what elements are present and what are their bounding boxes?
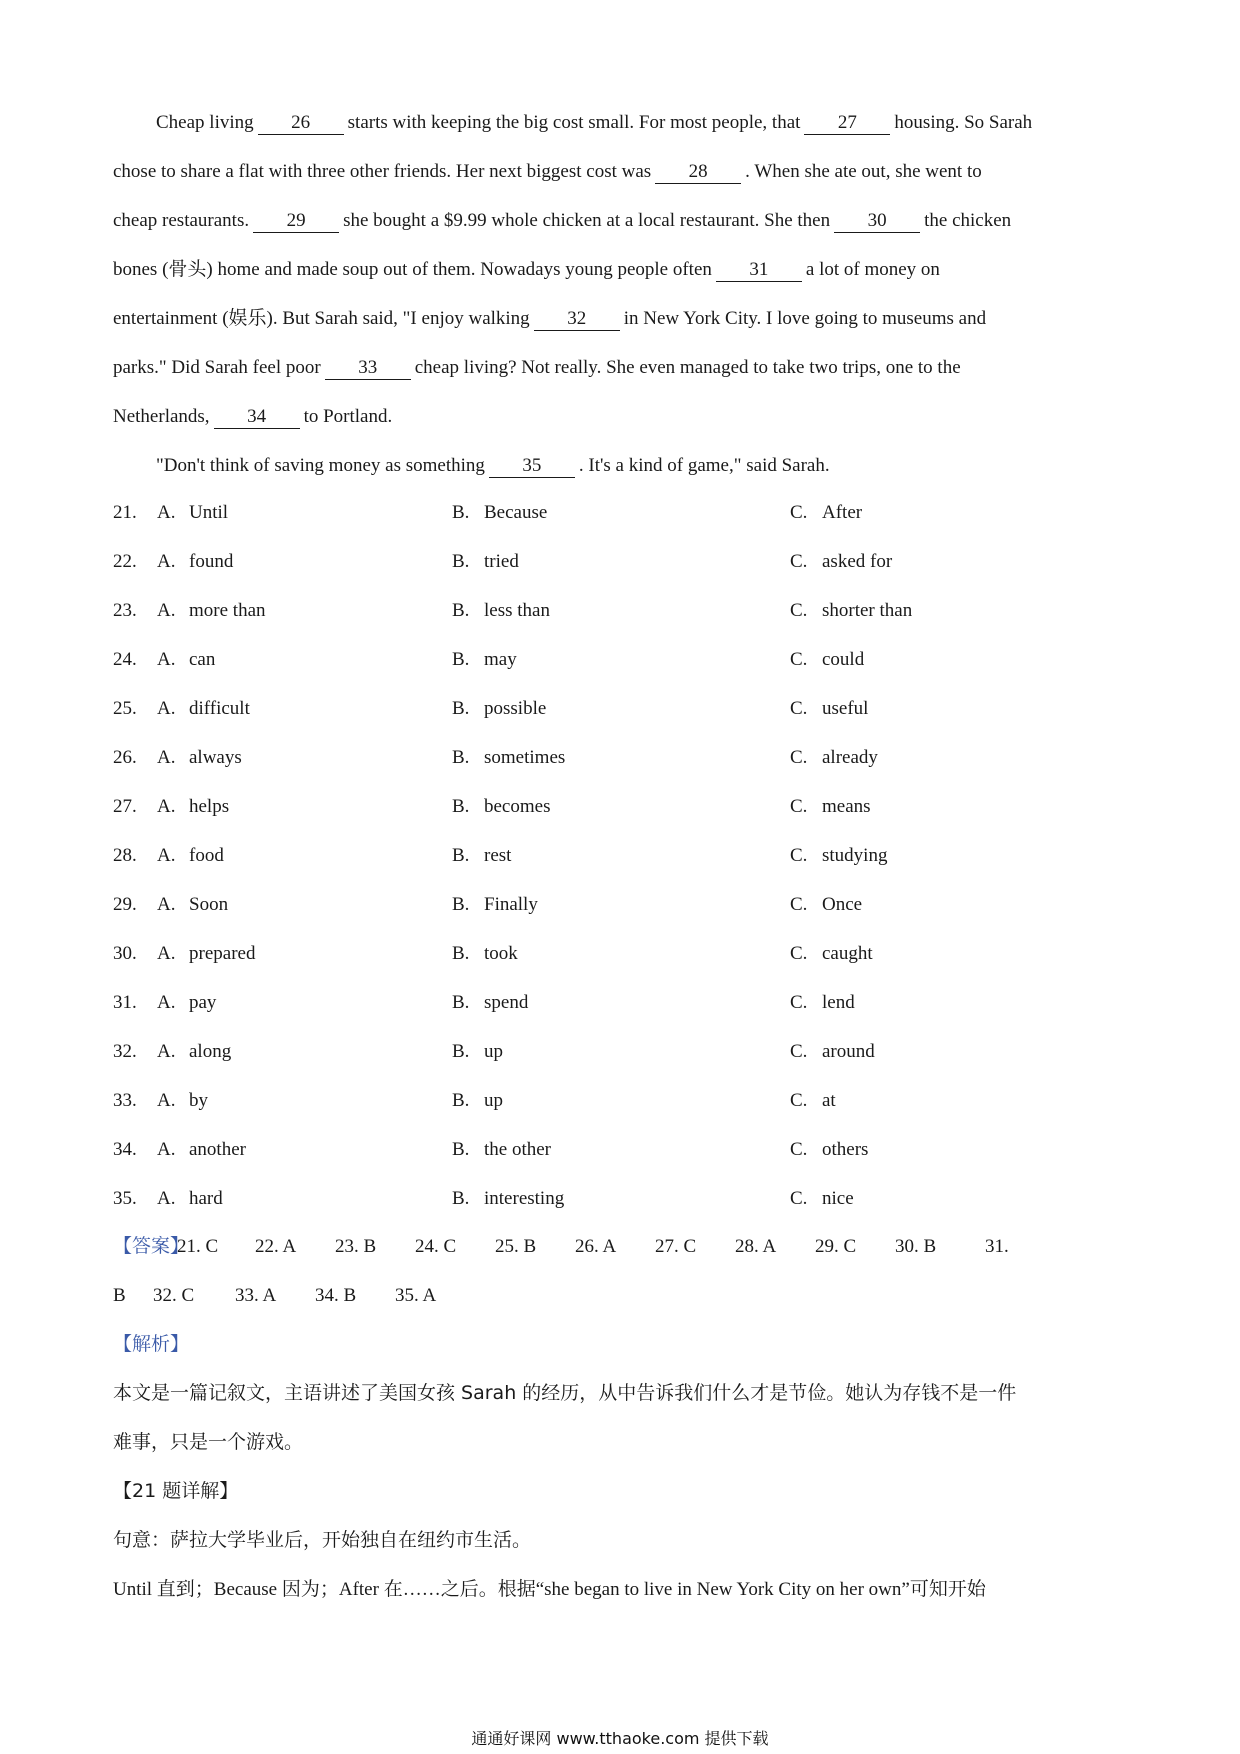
option-c [790,1076,836,1125]
option-text: another [189,1139,246,1160]
passage-line: chose to share a flat with three other friends. Her next biggest cost was 28 . When she ate out, she went to [113,161,982,182]
passage-line: cheap restaurants. 29 she bought a $9.99 whole chicken at a local restaurant. She then 30 the chicken [113,210,1012,231]
option-text: Finally [484,894,538,915]
option-letter: C. [790,502,808,523]
option-letter: B. [452,747,470,768]
answer-item: B [113,1285,126,1306]
option-b [452,537,519,586]
option-row [113,488,1131,537]
answer-item: 21. C [177,1236,219,1257]
passage-line: parks." Did Sarah feel poor 33 cheap living? Not really. She even managed to take two trips, one to the [113,357,961,378]
option-letter: C. [790,992,808,1013]
option-text: sometimes [484,747,566,768]
option-letter: C. [790,649,808,670]
option-text: already [822,747,878,768]
option-b [452,733,565,782]
option-letter: C. [790,698,808,719]
option-letter: B. [452,600,470,621]
passage-line: "Don't think of saving money as something 35 . It's a kind of game," said Sarah. [156,455,830,476]
question-number: 28. [113,845,137,866]
option-text: up [484,1041,503,1062]
option-a [157,929,255,978]
option-a [157,684,250,733]
question-number: 32. [113,1041,137,1062]
blank-27: 27 [804,112,890,135]
option-text: prepared [189,943,256,964]
blank-30: 30 [834,210,920,233]
option-letter: B. [452,698,470,719]
option-c [790,1125,868,1174]
option-c [790,635,864,684]
option-text: possible [484,698,547,719]
option-letter: C. [790,747,808,768]
blank-33: 33 [325,357,411,380]
answer-item: 25. B [495,1236,537,1257]
option-b [452,1027,503,1076]
option-row [113,1174,1131,1223]
option-c [790,929,873,978]
option-a [157,488,228,537]
option-letter: A. [157,698,176,719]
option-c [790,1027,875,1076]
option-a [157,1027,231,1076]
option-a [157,1174,223,1223]
option-row [113,782,1131,831]
option-letter: C. [790,943,808,964]
option-c [790,978,855,1027]
blank-34: 34 [214,406,300,429]
option-a [157,537,233,586]
option-row [113,978,1131,1027]
option-text: Because [484,502,548,523]
question-number: 23. [113,600,137,621]
cloze-passage [113,98,1131,490]
option-b [452,684,546,733]
option-letter: A. [157,992,176,1013]
option-text: helps [189,796,230,817]
blank-26: 26 [258,112,344,135]
question-number: 22. [113,551,137,572]
option-row [113,1125,1131,1174]
option-letter: A. [157,551,176,572]
option-b [452,978,528,1027]
option-text: studying [822,845,888,866]
option-row [113,684,1131,733]
option-letter: C. [790,894,808,915]
answer-item: 28. A [735,1236,777,1257]
option-letter: A. [157,894,176,915]
option-text: Until [189,502,229,523]
option-text: hard [189,1188,223,1209]
option-text: pay [189,992,217,1013]
option-b [452,1174,564,1223]
option-letter: A. [157,845,176,866]
option-text: asked for [822,551,893,572]
option-c [790,880,862,929]
option-c [790,782,871,831]
answer-item: 30. B [895,1236,937,1257]
options-list [113,488,1131,1223]
option-c [790,831,887,880]
answer-item: 33. A [235,1285,277,1306]
option-a [157,1125,246,1174]
passage-line: entertainment (娱乐). But Sarah said, "I enjoy walking 32 in New York City. I love going to museums and [113,308,987,329]
option-letter: C. [790,796,808,817]
blank-35: 35 [489,455,575,478]
passage-line: Cheap living 26 starts with keeping the big cost small. For most people, that 27 housing. So Sarah [156,112,1033,133]
option-letter: B. [452,502,470,523]
option-text: always [189,747,242,768]
answer-item: 26. A [575,1236,617,1257]
option-letter: B. [452,1041,470,1062]
option-b [452,1076,503,1125]
option-c [790,537,892,586]
question-number: 25. [113,698,137,719]
option-text: caught [822,943,873,964]
analysis-label: 【解析】 [113,1333,190,1355]
option-row [113,1076,1131,1125]
option-text: Once [822,894,863,915]
answer-item: 27. C [655,1236,697,1257]
option-b [452,929,518,978]
option-a [157,978,216,1027]
detail-21-label: 【21 题详解】 [113,1480,239,1502]
option-text: difficult [189,698,250,719]
answer-item: 22. A [255,1236,297,1257]
option-text: interesting [484,1188,565,1209]
option-text: shorter than [822,600,913,621]
option-letter: A. [157,649,176,670]
option-letter: A. [157,1188,176,1209]
option-letter: A. [157,600,176,621]
option-text: can [189,649,216,670]
option-row [113,537,1131,586]
option-letter: C. [790,1139,808,1160]
detail-21-meaning: 句意：萨拉大学毕业后，开始独自在纽约市生活。 [113,1529,532,1551]
option-b [452,782,550,831]
answer-item: 29. C [815,1236,857,1257]
option-letter: A. [157,796,176,817]
footer-watermark: 通通好课网 www.tthaoke.com 提供下载 [471,1729,769,1748]
blank-29: 29 [253,210,339,233]
option-text: took [484,943,518,964]
option-text: rest [484,845,512,866]
analysis-text-2: 难事，只是一个游戏。 [113,1431,304,1453]
answer-item: 32. C [153,1285,195,1306]
option-c [790,684,868,733]
option-a [157,782,229,831]
answer-item: 31. [985,1236,1009,1257]
question-number: 26. [113,747,137,768]
option-letter: B. [452,551,470,572]
option-b [452,1125,551,1174]
option-b [452,880,538,929]
option-letter: B. [452,1090,470,1111]
answer-item: 35. A [395,1285,437,1306]
option-text: the other [484,1139,552,1160]
option-text: After [822,502,863,523]
blank-32: 32 [534,308,620,331]
option-text: tried [484,551,519,572]
option-letter: B. [452,992,470,1013]
option-row [113,733,1131,782]
option-text: food [189,845,224,866]
option-letter: C. [790,551,808,572]
option-letter: C. [790,1090,808,1111]
option-text: around [822,1041,875,1062]
option-text: Soon [189,894,229,915]
option-text: useful [822,698,869,719]
option-row [113,880,1131,929]
option-a [157,880,228,929]
option-text: could [822,649,865,670]
question-number: 35. [113,1188,137,1209]
option-text: less than [484,600,550,621]
option-row [113,831,1131,880]
answer-label: 【答案】 [113,1235,190,1257]
option-letter: A. [157,1041,176,1062]
option-b [452,586,550,635]
question-number: 24. [113,649,137,670]
option-letter: B. [452,943,470,964]
option-letter: A. [157,747,176,768]
option-letter: A. [157,943,176,964]
analysis-text-1: 本文是一篇记叙文，主语讲述了美国女孩 Sarah 的经历，从中告诉我们什么才是节俭。她认为存钱不是一件 [113,1382,1017,1404]
question-number: 33. [113,1090,137,1111]
option-letter: B. [452,1139,470,1160]
option-letter: C. [790,845,808,866]
option-text: lend [822,992,855,1013]
option-letter: B. [452,649,470,670]
option-letter: B. [452,894,470,915]
answer-row [113,1222,1131,1271]
question-number: 29. [113,894,137,915]
passage-line: Netherlands, 34 to Portland. [113,406,393,427]
question-number: 27. [113,796,137,817]
option-letter: A. [157,1090,176,1111]
option-c [790,1174,854,1223]
option-b [452,831,511,880]
question-number: 30. [113,943,137,964]
option-letter: B. [452,1188,470,1209]
option-text: means [822,796,871,817]
option-a [157,1076,208,1125]
option-row [113,635,1131,684]
option-letter: C. [790,1188,808,1209]
detail-21-explanation: Until 直到；Because 因为；After 在……之后。根据“she began to live in New York City on her own”可知开始 [113,1579,986,1600]
option-c [790,586,912,635]
blank-28: 28 [655,161,741,184]
option-a [157,831,224,880]
option-letter: C. [790,600,808,621]
option-a [157,733,242,782]
option-b [452,488,547,537]
answer-item: 24. C [415,1236,457,1257]
option-c [790,488,862,537]
answer-item: 34. B [315,1285,357,1306]
question-number: 34. [113,1139,137,1160]
option-text: more than [189,600,266,621]
option-b [452,635,517,684]
option-text: by [189,1090,208,1111]
blank-31: 31 [716,259,802,282]
option-text: may [484,649,517,670]
option-text: others [822,1139,869,1160]
answer-item: 23. B [335,1236,377,1257]
option-text: along [189,1041,232,1062]
option-letter: A. [157,1139,176,1160]
option-text: at [822,1090,836,1111]
option-text: becomes [484,796,551,817]
answer-section [113,1222,1131,1320]
option-text: found [189,551,234,572]
option-letter: A. [157,502,176,523]
option-row [113,929,1131,978]
option-text: spend [484,992,529,1013]
question-number: 31. [113,992,137,1013]
answer-row [113,1271,1131,1320]
option-c [790,733,878,782]
option-row [113,586,1131,635]
option-row [113,1027,1131,1076]
passage-line: bones (骨头) home and made soup out of them. Nowadays young people often 31 a lot of money on [113,259,940,280]
question-number: 21. [113,502,137,523]
option-a [157,635,215,684]
option-letter: B. [452,796,470,817]
option-a [157,586,266,635]
option-text: up [484,1090,503,1111]
option-letter: C. [790,1041,808,1062]
option-letter: B. [452,845,470,866]
option-text: nice [822,1188,854,1209]
